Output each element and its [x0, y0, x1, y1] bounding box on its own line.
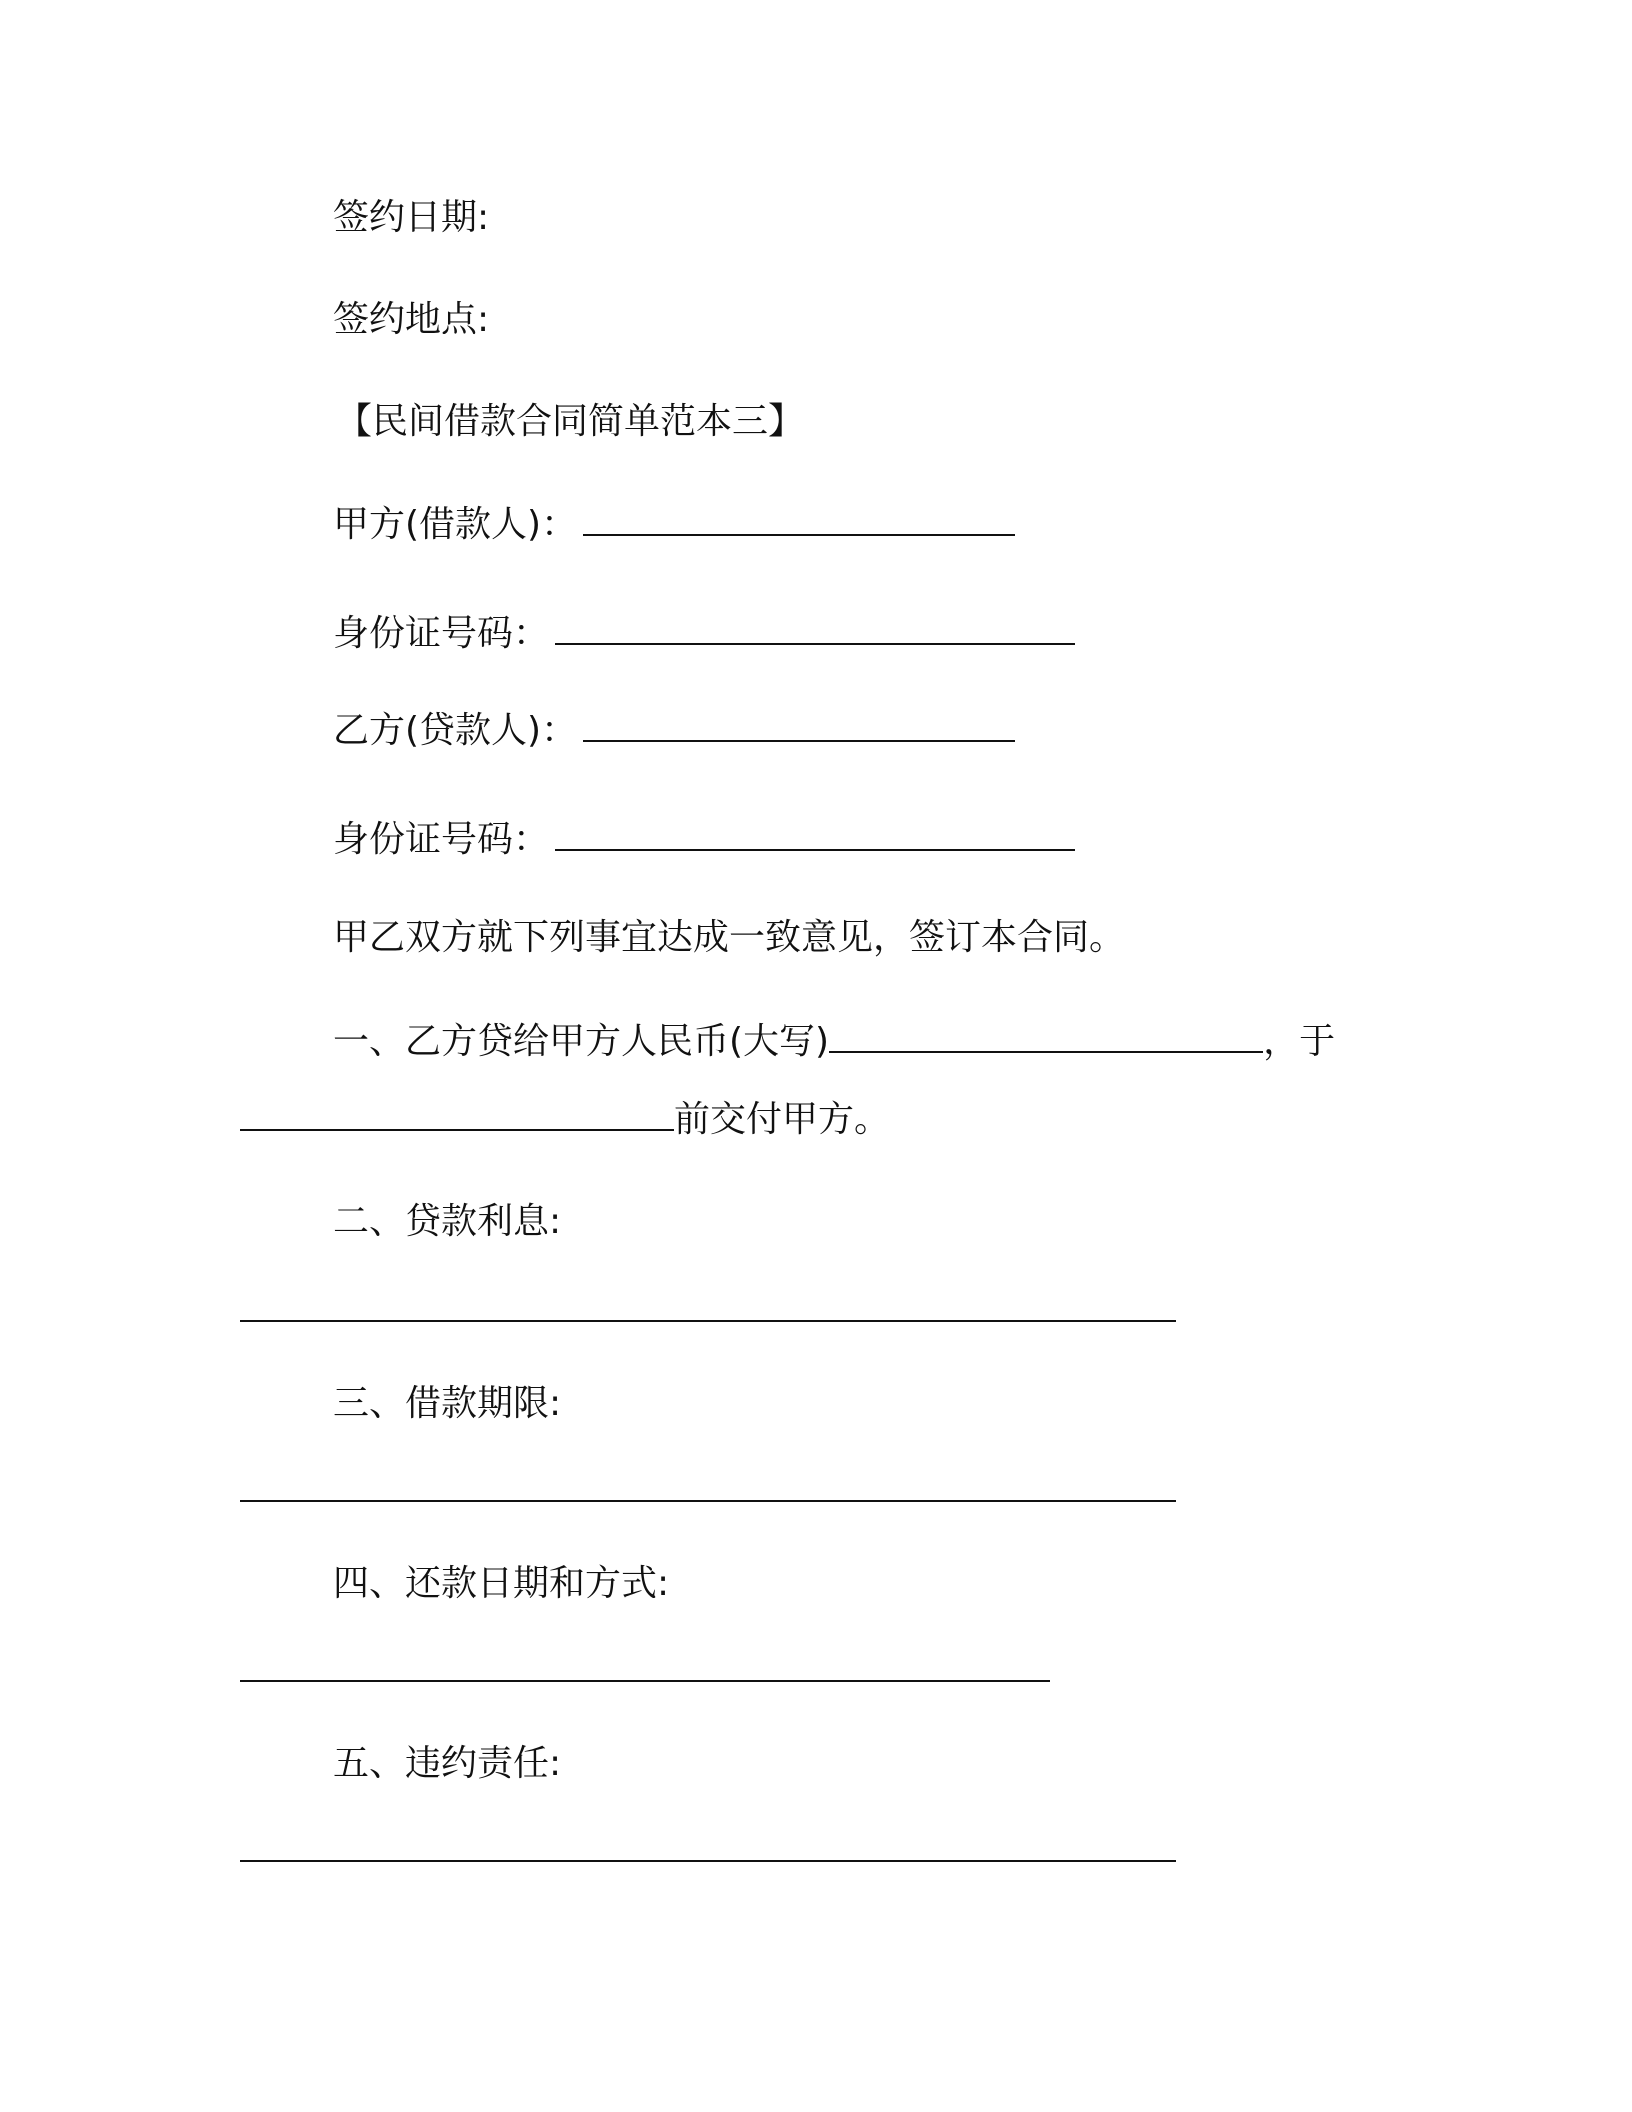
- clause1-prefix: 一、乙方贷给甲方人民币(大写): [333, 1021, 830, 1062]
- clause1-line1: [333, 1020, 1335, 1064]
- clause1-line2: [240, 1098, 890, 1142]
- clause5-title: 五、违约责任:: [333, 1743, 562, 1784]
- clause2-title: 二、贷款利息:: [333, 1201, 562, 1242]
- clause4-title: 四、还款日期和方式:: [333, 1563, 670, 1604]
- sign-date-label: 签约日期:: [333, 197, 490, 238]
- party-a-row: [333, 503, 1015, 547]
- party-b-blank[interactable]: [583, 710, 1015, 742]
- party-a-id-row: [333, 612, 1075, 656]
- section-title: 【民间借款合同简单范本三】: [336, 401, 805, 442]
- party-a-id-label: 身份证号码：: [333, 613, 550, 654]
- clause3-blank[interactable]: [240, 1500, 1176, 1502]
- clause2-blank[interactable]: [240, 1320, 1176, 1322]
- clause5-blank[interactable]: [240, 1860, 1176, 1862]
- party-a-blank[interactable]: [583, 504, 1015, 536]
- party-a-label: 甲方(借款人)：: [333, 504, 578, 545]
- clause4-blank[interactable]: [240, 1680, 1050, 1682]
- agreement-statement: 甲乙双方就下列事宜达成一致意见，签订本合同。: [333, 917, 1126, 958]
- clause1-mid: ，于: [1263, 1021, 1336, 1062]
- party-b-label: 乙方(贷款人)：: [333, 710, 578, 751]
- party-a-id-blank[interactable]: [555, 613, 1075, 645]
- clause1-date-blank[interactable]: [240, 1099, 674, 1131]
- clause3-title: 三、借款期限:: [333, 1383, 562, 1424]
- party-b-id-row: [333, 818, 1075, 862]
- clause1-suffix: 前交付甲方。: [674, 1099, 891, 1140]
- sign-place-label: 签约地点:: [333, 299, 490, 340]
- party-b-id-blank[interactable]: [555, 819, 1075, 851]
- party-b-id-label: 身份证号码：: [333, 819, 550, 860]
- party-b-row: [333, 709, 1015, 753]
- clause1-amount-blank[interactable]: [829, 1021, 1263, 1053]
